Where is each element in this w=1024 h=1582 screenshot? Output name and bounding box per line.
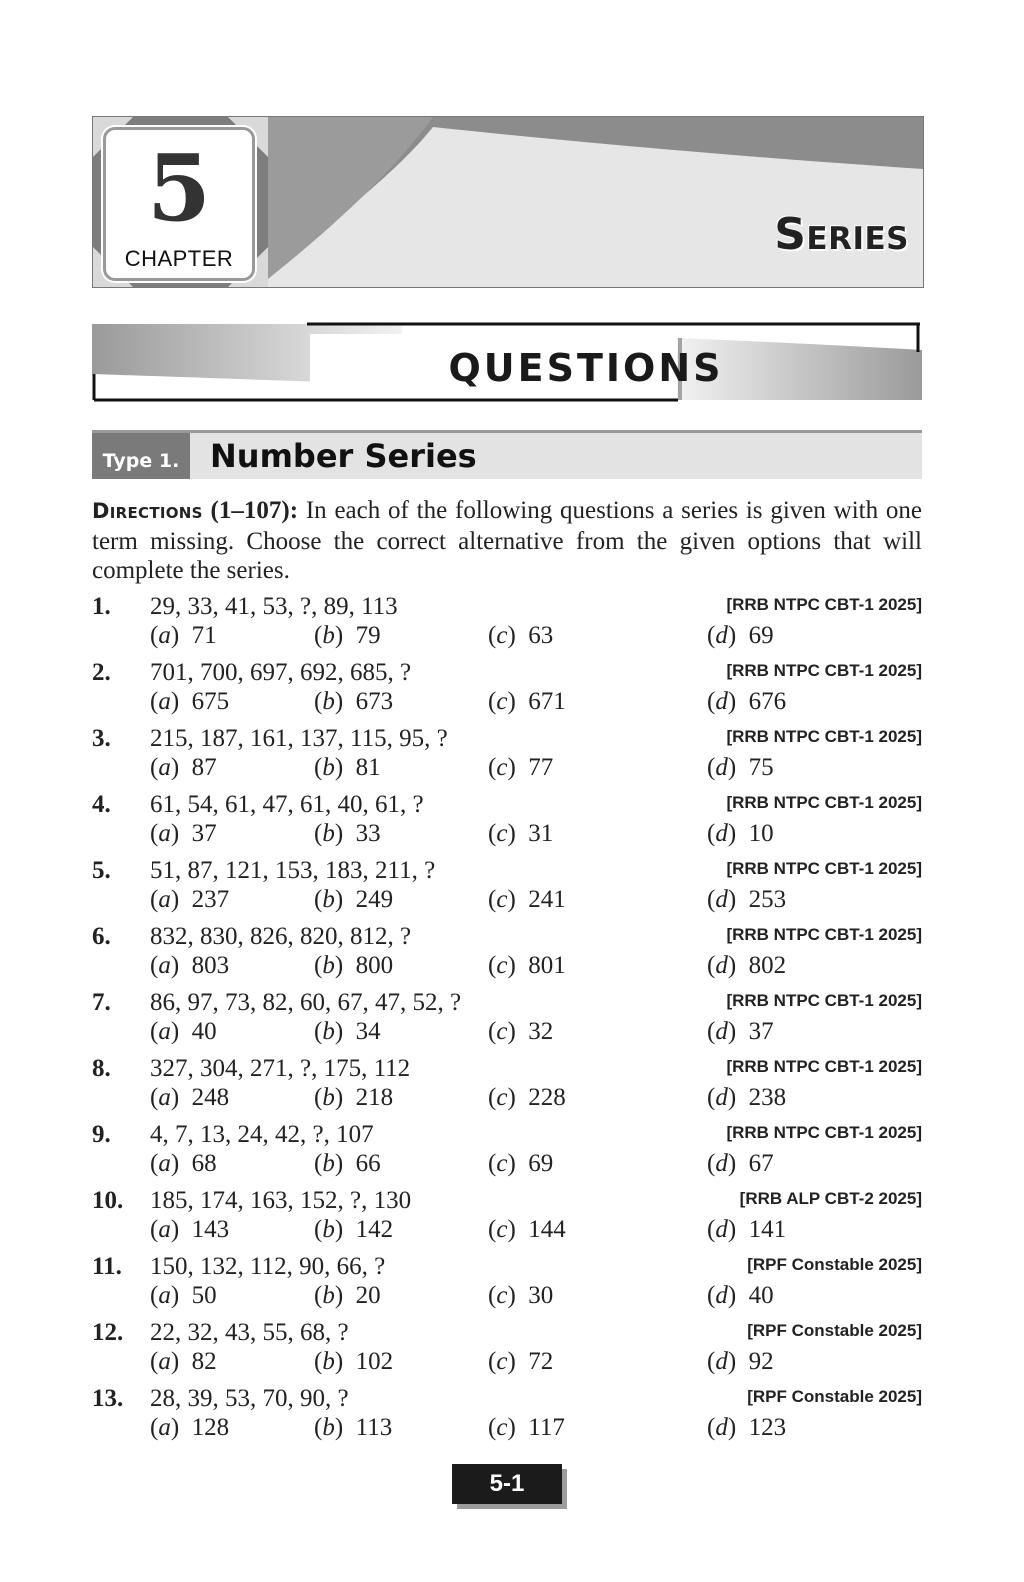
- option-a: (a) 50: [150, 1282, 217, 1309]
- question-text: 51, 87, 121, 153, 183, 211, ?: [150, 857, 436, 884]
- question-number: 3.: [92, 725, 111, 752]
- question-text: 28, 39, 53, 70, 90, ?: [150, 1385, 349, 1412]
- option-c: (c) 144: [488, 1216, 566, 1243]
- option-c: (c) 32: [488, 1018, 554, 1045]
- option-b: (b) 81: [314, 754, 381, 781]
- option-b: (b) 66: [314, 1150, 381, 1177]
- question-item: [92, 923, 922, 985]
- option-b: (b) 673: [314, 688, 394, 715]
- question-text: 327, 304, 271, ?, 175, 112: [150, 1055, 411, 1082]
- option-d: (d) 123: [707, 1414, 787, 1441]
- questions-banner: [92, 322, 922, 402]
- option-b: (b) 218: [314, 1084, 394, 1111]
- question-number: 13.: [92, 1385, 124, 1412]
- option-d: (d) 67: [707, 1150, 774, 1177]
- option-b: (b) 113: [314, 1414, 393, 1441]
- option-c: (c) 31: [488, 820, 554, 847]
- option-b: (b) 33: [314, 820, 381, 847]
- question-number: 2.: [92, 659, 111, 686]
- type-header: [92, 430, 922, 479]
- option-a: (a) 143: [150, 1216, 230, 1243]
- question-item: [92, 725, 922, 787]
- directions-range: (1–107):: [210, 497, 299, 524]
- option-d: (d) 253: [707, 886, 787, 913]
- question-item: [92, 659, 922, 721]
- page-number: 5-1: [452, 1464, 562, 1504]
- question-item: [92, 1055, 922, 1117]
- option-c: (c) 241: [488, 886, 566, 913]
- option-b: (b) 142: [314, 1216, 394, 1243]
- question-item: [92, 857, 922, 919]
- chapter-header: [92, 116, 924, 288]
- chapter-badge: [103, 127, 255, 281]
- chapter-title: Series: [774, 209, 909, 260]
- option-a: (a) 803: [150, 952, 230, 979]
- option-c: (c) 801: [488, 952, 566, 979]
- option-a: (a) 71: [150, 622, 217, 649]
- type-title: Number Series: [210, 437, 477, 475]
- chapter-label: CHAPTER: [124, 246, 234, 271]
- question-text: 4, 7, 13, 24, 42, ?, 107: [150, 1121, 374, 1148]
- question-text: 150, 132, 112, 90, 66, ?: [150, 1253, 386, 1280]
- option-a: (a) 237: [150, 886, 230, 913]
- option-d: (d) 676: [707, 688, 787, 715]
- question-source: [RRB NTPC CBT-1 2025]: [726, 925, 922, 944]
- option-c: (c) 63: [488, 622, 554, 649]
- type-tag: Type 1.: [92, 433, 190, 479]
- option-c: (c) 69: [488, 1150, 554, 1177]
- question-number: 1.: [92, 593, 111, 620]
- question-number: 10.: [92, 1187, 124, 1214]
- question-number: 7.: [92, 989, 111, 1016]
- directions-text: In each of the following questions a series is given with one term missing. Choose the correct alternative from the given options that will complete the series.: [92, 497, 923, 584]
- option-d: (d) 75: [707, 754, 774, 781]
- option-a: (a) 128: [150, 1414, 230, 1441]
- question-text: 61, 54, 61, 47, 61, 40, 61, ?: [150, 791, 424, 818]
- option-c: (c) 30: [488, 1282, 554, 1309]
- question-item: [92, 791, 922, 853]
- directions-heading: Directions: [92, 499, 203, 523]
- question-item: [92, 1319, 922, 1381]
- question-number: 11.: [92, 1253, 122, 1280]
- option-c: (c) 77: [488, 754, 554, 781]
- option-d: (d) 37: [707, 1018, 774, 1045]
- option-b: (b) 800: [314, 952, 394, 979]
- question-item: [92, 1187, 922, 1249]
- question-item: [92, 1253, 922, 1315]
- question-text: 29, 33, 41, 53, ?, 89, 113: [150, 593, 398, 620]
- option-b: (b) 79: [314, 622, 381, 649]
- option-a: (a) 40: [150, 1018, 217, 1045]
- question-source: [RPF Constable 2025]: [747, 1321, 922, 1340]
- question-text: 22, 32, 43, 55, 68, ?: [150, 1319, 349, 1346]
- option-d: (d) 40: [707, 1282, 774, 1309]
- question-number: 8.: [92, 1055, 111, 1082]
- question-source: [RRB NTPC CBT-1 2025]: [726, 661, 922, 680]
- question-source: [RRB NTPC CBT-1 2025]: [726, 991, 922, 1010]
- option-a: (a) 675: [150, 688, 230, 715]
- chapter-number: 5: [146, 134, 211, 242]
- option-d: (d) 238: [707, 1084, 787, 1111]
- section-title: QUESTIONS: [448, 346, 724, 390]
- option-d: (d) 141: [707, 1216, 787, 1243]
- question-source: [RRB NTPC CBT-1 2025]: [726, 793, 922, 812]
- question-item: [92, 593, 922, 655]
- question-text: 215, 187, 161, 137, 115, 95, ?: [150, 725, 448, 752]
- question-number: 12.: [92, 1319, 124, 1346]
- option-d: (d) 92: [707, 1348, 774, 1375]
- option-b: (b) 20: [314, 1282, 381, 1309]
- option-d: (d) 69: [707, 622, 774, 649]
- question-source: [RRB NTPC CBT-1 2025]: [726, 1057, 922, 1076]
- question-text: 185, 174, 163, 152, ?, 130: [150, 1187, 412, 1214]
- option-a: (a) 37: [150, 820, 217, 847]
- question-number: 6.: [92, 923, 111, 950]
- option-c: (c) 72: [488, 1348, 554, 1375]
- question-source: [RRB NTPC CBT-1 2025]: [726, 859, 922, 878]
- option-d: (d) 802: [707, 952, 787, 979]
- option-b: (b) 34: [314, 1018, 381, 1045]
- question-text: 86, 97, 73, 82, 60, 67, 47, 52, ?: [150, 989, 462, 1016]
- question-item: [92, 1385, 922, 1447]
- option-a: (a) 248: [150, 1084, 230, 1111]
- question-text: 701, 700, 697, 692, 685, ?: [150, 659, 412, 686]
- option-c: (c) 228: [488, 1084, 566, 1111]
- question-number: 4.: [92, 791, 111, 818]
- question-item: [92, 1121, 922, 1183]
- question-source: [RRB NTPC CBT-1 2025]: [726, 595, 922, 614]
- question-source: [RPF Constable 2025]: [747, 1255, 922, 1274]
- option-d: (d) 10: [707, 820, 774, 847]
- option-c: (c) 117: [488, 1414, 565, 1441]
- option-a: (a) 82: [150, 1348, 217, 1375]
- question-number: 9.: [92, 1121, 111, 1148]
- question-source: [RRB NTPC CBT-1 2025]: [726, 727, 922, 746]
- question-source: [RRB ALP CBT-2 2025]: [739, 1189, 922, 1208]
- option-c: (c) 671: [488, 688, 566, 715]
- option-a: (a) 87: [150, 754, 217, 781]
- option-b: (b) 249: [314, 886, 394, 913]
- question-source: [RPF Constable 2025]: [747, 1387, 922, 1406]
- option-a: (a) 68: [150, 1150, 217, 1177]
- question-number: 5.: [92, 857, 111, 884]
- option-b: (b) 102: [314, 1348, 394, 1375]
- directions: [92, 496, 922, 586]
- question-text: 832, 830, 826, 820, 812, ?: [150, 923, 412, 950]
- question-source: [RRB NTPC CBT-1 2025]: [726, 1123, 922, 1142]
- question-item: [92, 989, 922, 1051]
